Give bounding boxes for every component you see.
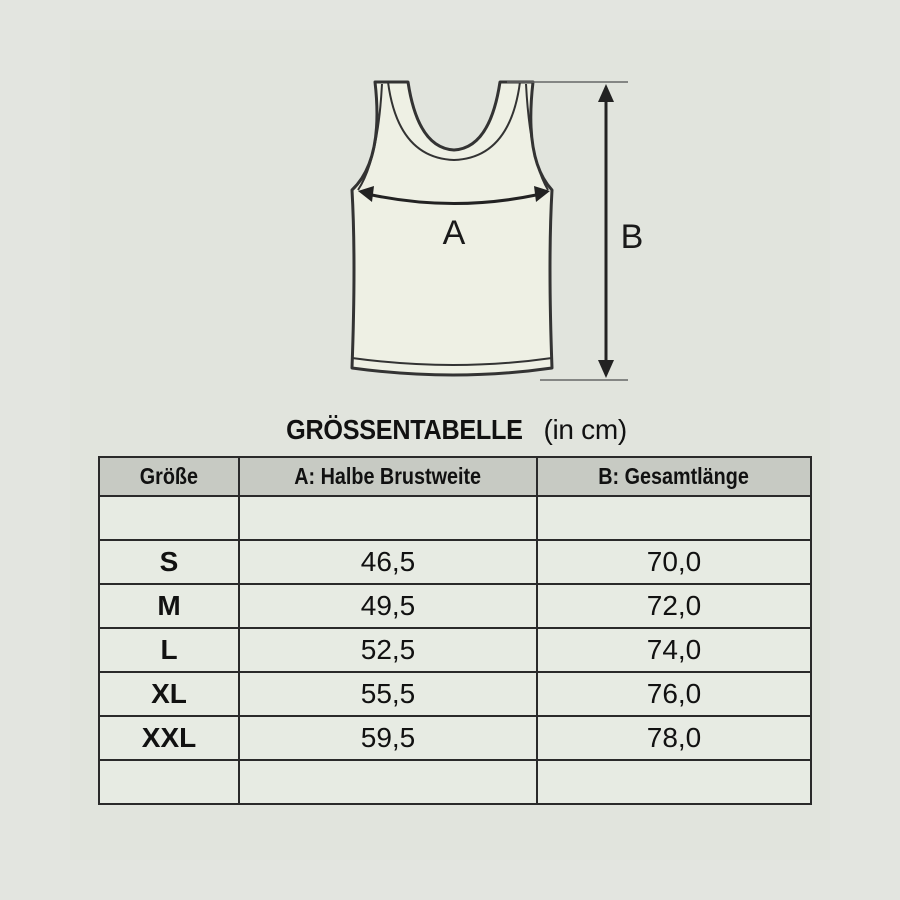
size-cell: L	[99, 628, 239, 672]
size-cell: XXL	[99, 716, 239, 760]
size-table	[98, 456, 812, 805]
header-total-length: B: Gesamtlänge	[537, 457, 811, 496]
header-chest-width: A: Halbe Brustweite	[239, 457, 537, 496]
table-row	[99, 716, 811, 760]
title-unit: (in cm)	[543, 414, 627, 445]
label-b: B	[620, 218, 644, 256]
table-cell	[99, 496, 239, 540]
chest-width-cell: 59,5	[239, 716, 537, 760]
total-length-cell: 72,0	[537, 584, 811, 628]
header-size: Größe	[99, 457, 239, 496]
table-cell	[537, 760, 811, 804]
size-cell: M	[99, 584, 239, 628]
chest-width-cell: 52,5	[239, 628, 537, 672]
chest-width-cell: 46,5	[239, 540, 537, 584]
label-a: A	[442, 214, 466, 252]
table-row	[99, 672, 811, 716]
table-cell	[99, 760, 239, 804]
table-cell	[239, 496, 537, 540]
chest-width-cell: 49,5	[239, 584, 537, 628]
table-row	[99, 628, 811, 672]
title-text: GRÖSSENTABELLE	[286, 414, 523, 445]
size-cell: S	[99, 540, 239, 584]
chest-width-cell: 55,5	[239, 672, 537, 716]
table-row	[99, 584, 811, 628]
size-table-title	[0, 414, 900, 446]
size-cell: XL	[99, 672, 239, 716]
table-row-blank-top	[99, 496, 811, 540]
total-length-cell: 70,0	[537, 540, 811, 584]
table-cell	[239, 760, 537, 804]
total-length-cell: 78,0	[537, 716, 811, 760]
total-length-cell: 76,0	[537, 672, 811, 716]
tank-top-diagram	[0, 0, 900, 410]
table-row	[99, 540, 811, 584]
table-cell	[537, 496, 811, 540]
table-row-blank-bottom	[99, 760, 811, 804]
table-header-row	[99, 457, 811, 496]
total-length-cell: 74,0	[537, 628, 811, 672]
